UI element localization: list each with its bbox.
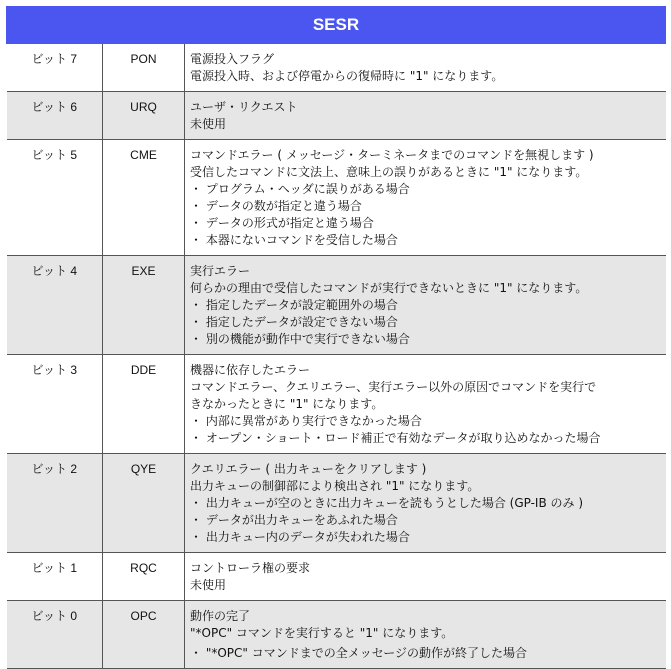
description-line: 何らかの理由で受信したコマンドが実行できないときに "1" になります。: [190, 281, 588, 295]
table-row-bit1: [7, 553, 666, 601]
bit-name: QYE: [130, 462, 157, 476]
description-line: ・ 出力キュー内のデータが失われた場合: [190, 530, 410, 544]
sesr-table: [6, 6, 666, 669]
description-line: ユーザ・リクエスト: [190, 100, 298, 114]
bit-label: ビット 6: [31, 100, 78, 114]
bit-name: URQ: [130, 100, 157, 114]
description-line: ・ データが出力キューをあふれた場合: [190, 513, 398, 527]
bit-description: [185, 553, 666, 601]
bit-name: DDE: [130, 363, 157, 377]
bit-description: [185, 92, 666, 140]
description-line: 電源投入時、および停電からの復帰時に "1" になります。: [190, 69, 504, 83]
description-line: ・ 別の機能が動作中で実行できない場合: [190, 332, 410, 346]
table-header-row: [7, 7, 666, 44]
table-row-bit6: [7, 92, 666, 140]
description-line: コマンドエラー ( メッセージ・ターミネータまでのコマンドを無視します ): [190, 148, 594, 162]
bit-name-cell: [103, 140, 185, 256]
description-line: 受信したコマンドに文法上、意味上の誤りがあるときに "1" になります。: [190, 165, 588, 179]
bit-name-cell: [103, 355, 185, 454]
description-line: ・ プログラム・ヘッダに誤りがある場合: [190, 182, 410, 196]
bit-name-cell: [103, 92, 185, 140]
bit-name-cell: [103, 553, 185, 601]
description-line: ・ 指定したデータが設定範囲外の場合: [190, 298, 398, 312]
bit-name: OPC: [130, 609, 157, 623]
description-line: ・ "*OPC" コマンドまでの全メッセージの動作が終了した場合: [190, 646, 528, 660]
bit-label: ビット 5: [31, 148, 78, 162]
description-line: 未使用: [190, 578, 227, 592]
description-line: きなかったときに "1" になります。: [190, 397, 384, 411]
description-line: コントローラ権の要求: [190, 561, 311, 575]
table-row-bit3: [7, 355, 666, 454]
description-line: コマンドエラー、クエリエラー、実行エラー以外の原因でコマンドを実行で: [190, 380, 597, 394]
bit-name: RQC: [130, 561, 157, 575]
bit-label-cell: [7, 256, 103, 355]
description-line: ・ データの形式が指定と違う場合: [190, 216, 374, 230]
bit-name: CME: [130, 148, 157, 162]
bit-label-cell: [7, 601, 103, 669]
bit-label-cell: [7, 454, 103, 553]
bit-name-cell: [103, 256, 185, 355]
bit-description: [185, 140, 666, 256]
bit-name-cell: [103, 454, 185, 553]
bit-label: ビット 0: [31, 609, 78, 623]
bit-label: ビット 1: [31, 561, 78, 575]
table-row-bit7: [7, 44, 666, 92]
description-line: 未使用: [190, 117, 227, 131]
bit-label-cell: [7, 355, 103, 454]
description-line: 機器に依存したエラー: [190, 363, 311, 377]
description-line: ・ オープン・ショート・ロード補正で有効なデータが取り込めなかった場合: [190, 431, 601, 445]
description-line: ・ 指定したデータが設定できない場合: [190, 315, 398, 329]
table-row-bit2: [7, 454, 666, 553]
bit-label: ビット 2: [31, 462, 78, 476]
bit-description: [185, 355, 666, 454]
bit-label: ビット 4: [31, 264, 78, 278]
description-line: 実行エラー: [190, 264, 251, 278]
description-line: 動作の完了: [190, 609, 251, 623]
table-row-bit4: [7, 256, 666, 355]
bit-name-cell: [103, 601, 185, 669]
description-line: ・ データの数が指定と違う場合: [190, 199, 362, 213]
bit-label-cell: [7, 92, 103, 140]
bit-description: [185, 454, 666, 553]
description-line: 出力キューの制御部により検出され "1" になります。: [190, 479, 480, 493]
description-line: クエリエラー ( 出力キューをクリアします ): [190, 462, 427, 476]
bit-label-cell: [7, 44, 103, 92]
description-line: ・ 内部に異常があり実行できなかった場合: [190, 414, 422, 428]
description-line: "*OPC" コマンドを実行すると "1" になります。: [190, 626, 454, 640]
table-row-bit5: [7, 140, 666, 256]
table-row-bit0: [7, 601, 666, 669]
table-title: SESR: [7, 7, 666, 44]
bit-label-cell: [7, 553, 103, 601]
bit-label: ビット 3: [31, 363, 78, 377]
description-line: 電源投入フラグ: [190, 52, 275, 66]
bit-label-cell: [7, 140, 103, 256]
bit-description: [185, 256, 666, 355]
bit-description: [185, 44, 666, 92]
bit-name: EXE: [131, 264, 156, 278]
bit-label: ビット 7: [31, 52, 78, 66]
description-line: ・ 本器にないコマンドを受信した場合: [190, 233, 398, 247]
bit-name: PON: [130, 52, 157, 66]
bit-description: [185, 601, 666, 669]
bit-name-cell: [103, 44, 185, 92]
description-line: ・ 出力キューが空のときに出力キューを読もうとした場合 (GP-IB のみ ): [190, 496, 583, 510]
